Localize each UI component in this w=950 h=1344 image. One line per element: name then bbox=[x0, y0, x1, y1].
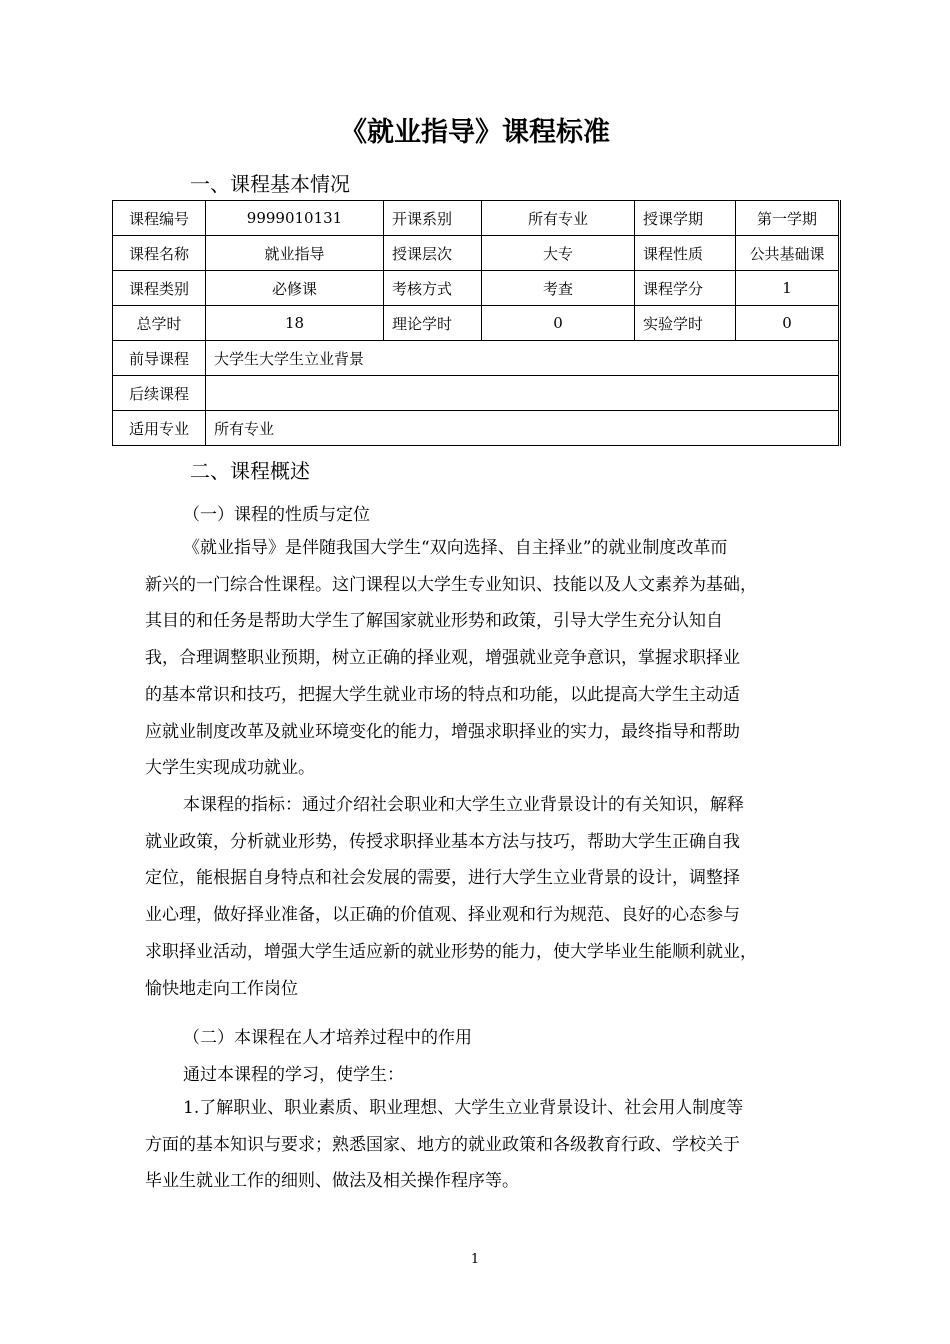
table-cell: 所有专业 bbox=[206, 411, 840, 446]
table-cell: 考查 bbox=[482, 271, 635, 306]
table-cell: 授课层次 bbox=[384, 236, 482, 271]
text-line: 《就业指导》是伴随我国大学生“双向选择、自主择业”的就业制度改革而 bbox=[183, 538, 728, 558]
table-cell: 前导课程 bbox=[113, 341, 206, 376]
paragraph-item-1 bbox=[145, 1090, 810, 1200]
text-line: 方面的基本知识与要求；熟悉国家、地方的就业政策和各级教育行政、学校关于 bbox=[145, 1134, 740, 1155]
table-row bbox=[113, 271, 840, 306]
text-line: 新兴的一门综合性课程。这门课程以大学生专业知识、技能以及人文素养为基础， bbox=[145, 574, 757, 595]
text-line: 其目的和任务是帮助大学生了解国家就业形势和政策，引导大学生充分认知自 bbox=[145, 611, 723, 632]
text-line: 我，合理调整职业预期，树立正确的择业观，增强就业竞争意识，掌握求职择业 bbox=[145, 648, 740, 669]
table-cell: 课程类别 bbox=[113, 271, 206, 306]
section-heading-overview: 二、课程概述 bbox=[190, 459, 310, 483]
table-cell: 大专 bbox=[482, 236, 635, 271]
subsection-heading-nature: （一）课程的性质与定位 bbox=[183, 505, 370, 525]
table-cell: 授课学期 bbox=[635, 201, 736, 236]
table-cell: 0 bbox=[482, 306, 635, 341]
section-heading-basic-info: 一、课程基本情况 bbox=[190, 172, 350, 196]
table-cell: 适用专业 bbox=[113, 411, 206, 446]
text-line: 求职择业活动，增强大学生适应新的就业形势的能力，使大学毕业生能顺利就业， bbox=[145, 941, 757, 962]
table-cell: 课程名称 bbox=[113, 236, 206, 271]
paragraph-intro: 通过本课程的学习，使学生： bbox=[183, 1065, 404, 1085]
text-line: 本课程的指标：通过介绍社会职业和大学生立业背景设计的有关知识，解释 bbox=[183, 795, 744, 815]
table-cell: 必修课 bbox=[206, 271, 384, 306]
table-cell: 就业指导 bbox=[206, 236, 384, 271]
table-cell: 实验学时 bbox=[635, 306, 736, 341]
table-cell: 公共基础课 bbox=[736, 236, 840, 271]
table-row bbox=[113, 341, 840, 376]
table-row bbox=[113, 201, 840, 236]
table-cell: 1 bbox=[736, 271, 840, 306]
table-cell: 课程性质 bbox=[635, 236, 736, 271]
table-cell: 后续课程 bbox=[113, 376, 206, 411]
course-info-table bbox=[112, 200, 841, 446]
table-row bbox=[113, 306, 840, 341]
table-row bbox=[113, 376, 840, 411]
table-cell: 大学生大学生立业背景 bbox=[206, 341, 840, 376]
page-number: 1 bbox=[470, 1252, 480, 1267]
subsection-heading-role: （二）本课程在人才培养过程中的作用 bbox=[183, 1028, 472, 1048]
text-line: 定位，能根据自身特点和社会发展的需要，进行大学生立业背景的设计，调整择 bbox=[145, 868, 740, 889]
table-cell: 所有专业 bbox=[482, 201, 635, 236]
table-row bbox=[113, 411, 840, 446]
table-cell: 考核方式 bbox=[384, 271, 482, 306]
text-line: 大学生实现成功就业。 bbox=[145, 758, 315, 779]
table-cell: 9999010131 bbox=[206, 201, 384, 236]
text-line: 应就业制度改革及就业环境变化的能力，增强求职择业的实力，最终指导和帮助 bbox=[145, 721, 740, 742]
text-line: 1.了解职业、职业素质、职业理想、大学生立业背景设计、社会用人制度等 bbox=[183, 1098, 744, 1118]
table-cell: 第一学期 bbox=[736, 201, 840, 236]
table-cell: 18 bbox=[206, 306, 384, 341]
table-cell bbox=[206, 376, 840, 411]
table-cell: 课程编号 bbox=[113, 201, 206, 236]
text-line: 的基本常识和技巧，把握大学生就业市场的特点和功能，以此提高大学生主动适 bbox=[145, 684, 740, 705]
paragraph-objectives bbox=[145, 787, 810, 1007]
text-line: 就业政策，分析就业形势，传授求职择业基本方法与技巧，帮助大学生正确自我 bbox=[145, 831, 740, 852]
table-row bbox=[113, 236, 840, 271]
text-line: 业心理，做好择业准备，以正确的价值观、择业观和行为规范、良好的心态参与 bbox=[145, 905, 740, 926]
text-line: 愉快地走向工作岗位 bbox=[145, 978, 298, 999]
table-cell: 开课系别 bbox=[384, 201, 482, 236]
table-cell: 理论学时 bbox=[384, 306, 482, 341]
document-title: 《就业指导》课程标准 bbox=[340, 117, 610, 148]
text-line: 毕业生就业工作的细则、做法及相关操作程序等。 bbox=[145, 1171, 519, 1192]
paragraph-nature bbox=[145, 530, 810, 787]
table-cell: 0 bbox=[736, 306, 840, 341]
table-cell: 课程学分 bbox=[635, 271, 736, 306]
table-cell: 总学时 bbox=[113, 306, 206, 341]
